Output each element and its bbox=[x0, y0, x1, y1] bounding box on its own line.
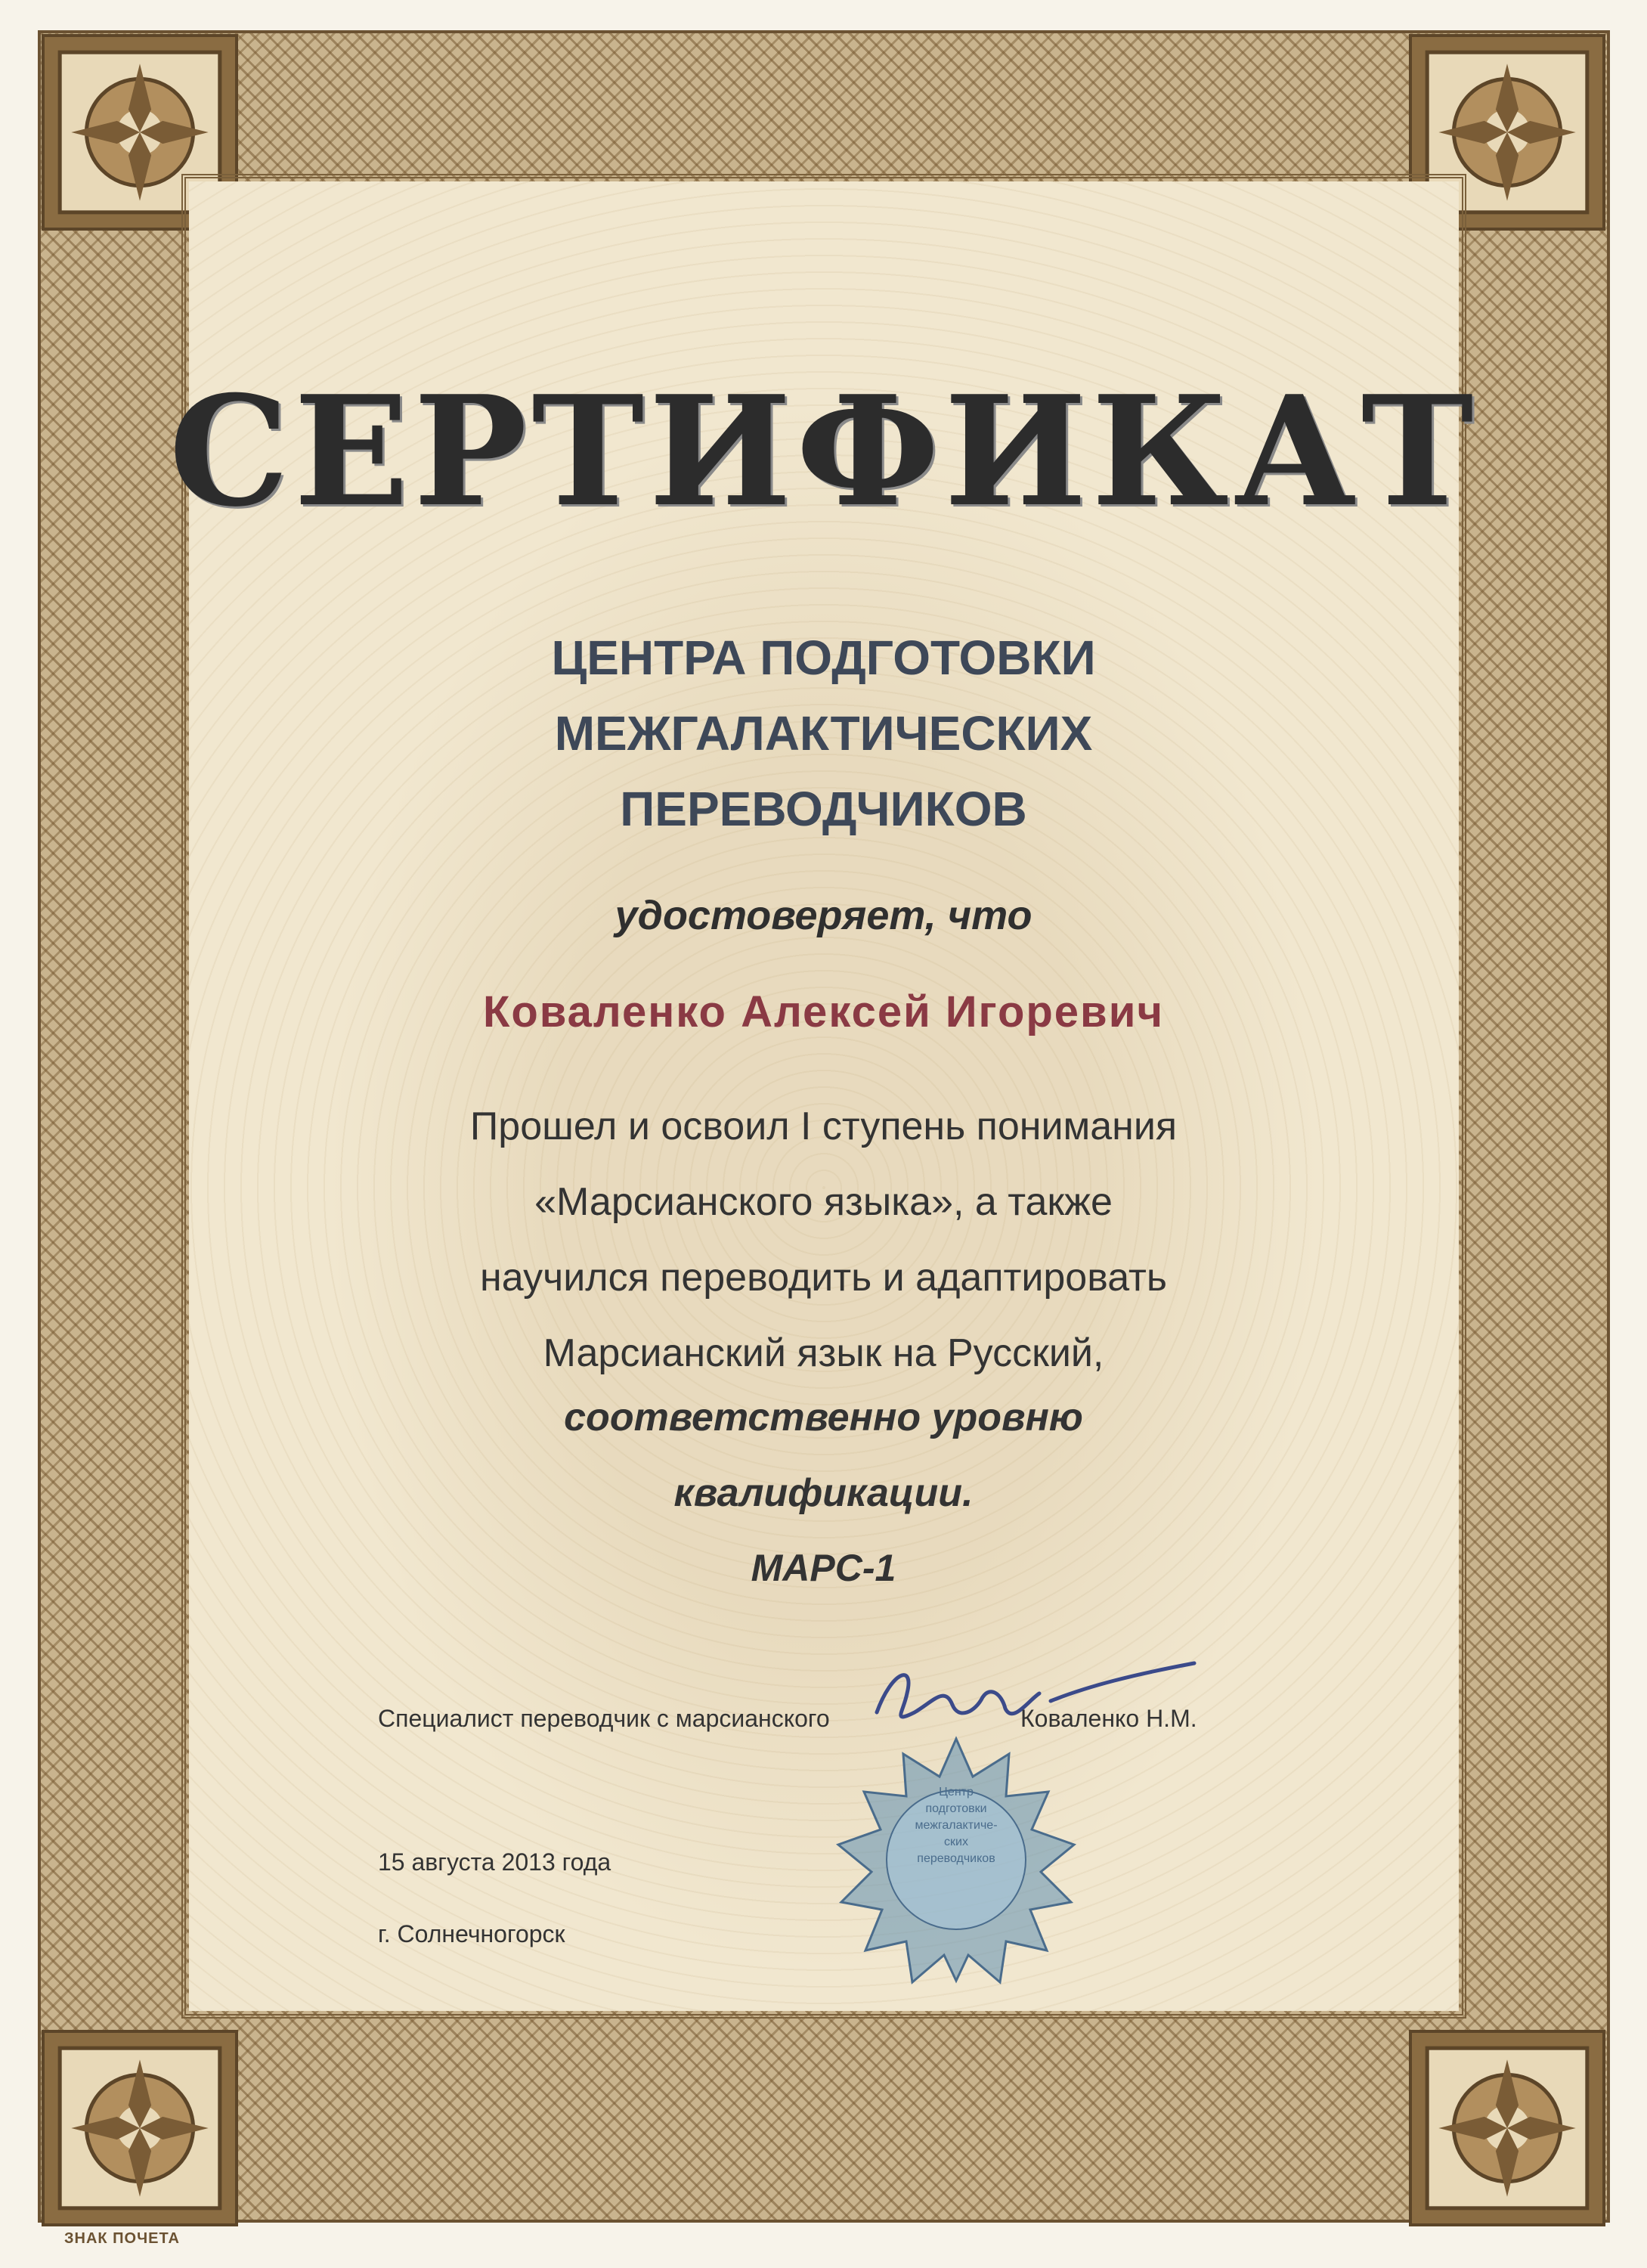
achievement-line: научился переводить и адаптировать bbox=[480, 1256, 1167, 1300]
recipient-name: Коваленко Алексей Игоревич bbox=[482, 987, 1165, 1036]
stamp-line: ских bbox=[944, 1836, 968, 1848]
issue-date: 15 августа 2013 года bbox=[378, 1848, 611, 1876]
stamp-text bbox=[881, 1784, 1032, 1867]
organization-line: ЦЕНТРА ПОДГОТОВКИ bbox=[551, 631, 1096, 685]
organization-name bbox=[0, 620, 1647, 847]
signer-name: Коваленко Н.М. bbox=[1020, 1705, 1197, 1732]
stamp-line: межгалактиче- bbox=[915, 1819, 998, 1832]
achievement-line: «Марсианского языка», а также bbox=[534, 1180, 1113, 1224]
achievement-text bbox=[0, 1089, 1647, 1391]
organization-line: ПЕРЕВОДЧИКОВ bbox=[620, 782, 1027, 836]
manufacturer-mark: ЗНАК ПОЧЕТА bbox=[64, 2230, 180, 2247]
achievement-line: Марсианский язык на Русский, bbox=[543, 1331, 1104, 1375]
achievement-line: Прошел и освоил I ступень понимания bbox=[469, 1105, 1178, 1148]
qualification-line: квалификации. bbox=[673, 1471, 974, 1515]
stamp-line: Центр bbox=[939, 1786, 974, 1799]
corner-ornament-bottom-left bbox=[42, 2030, 238, 2226]
qualification-text bbox=[0, 1380, 1647, 1531]
corner-ornament-bottom-right bbox=[1409, 2030, 1605, 2226]
certifies-text: удостоверяет, что bbox=[615, 893, 1032, 938]
stamp-line: переводчиков bbox=[917, 1852, 995, 1865]
stamp-line: подготовки bbox=[925, 1802, 987, 1815]
signer-title: Специалист переводчик с марсианского bbox=[378, 1705, 830, 1732]
organization-line: МЕЖГАЛАКТИЧЕСКИХ bbox=[554, 706, 1093, 761]
qualification-line: соответственно уровню bbox=[564, 1396, 1083, 1439]
issue-city: г. Солнечногорск bbox=[378, 1920, 565, 1947]
qualification-level: МАРС-1 bbox=[751, 1547, 896, 1589]
certificate-title: СЕРТИФИКАТ bbox=[169, 363, 1478, 541]
